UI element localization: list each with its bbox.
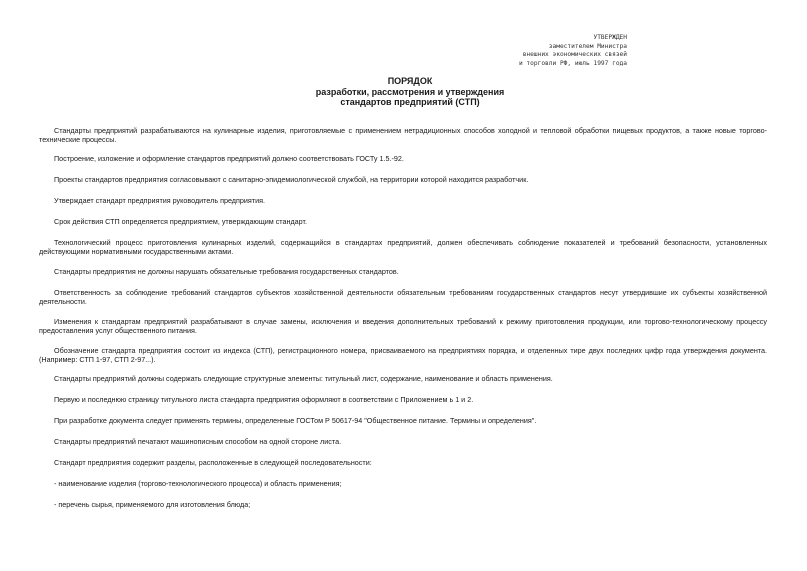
title-line: разработки, рассмотрения и утверждения — [315, 86, 505, 97]
approval-line: внешних экономических связей — [522, 51, 627, 59]
title-line: стандартов предприятий (СТП) — [340, 97, 480, 108]
paragraph: Проекты стандартов предприятия согласовывают с санитарно-эпидемиологической службой, на территории которой находится разработчик. — [54, 175, 529, 184]
title-line: ПОРЯДОК — [387, 76, 433, 86]
paragraph: Обозначение стандарта предприятия состоит из индекса (СТП), регистрационного номера, присваиваемого на предприятиях порядка, и отделенных тире двух последних цифр года утверждения документа. (Например: СТП 1-97, СТП 2-97...). — [39, 346, 767, 364]
paragraph: Стандарты предприятий разрабатываются на кулинарные изделия, приготовляемые с применением нетрадиционных способов холодной и тепловой обработки пищевых продуктов, а также новые торгово-технические процессы. — [39, 126, 767, 144]
paragraph: Стандарты предприятий должны содержать следующие структурные элементы: титульный лист, содержание, наименование и область применения. — [54, 374, 553, 383]
paragraph: Стандарт предприятия содержит разделы, расположенные в следующей последовательности: — [54, 458, 372, 467]
approval-line: и торговли РФ, июль 1997 года — [518, 59, 627, 67]
paragraph: Срок действия СТП определяется предприятием, утверждающим стандарт. — [54, 217, 307, 226]
paragraph: Первую и последнюю страницу титульного листа стандарта предприятия оформляют в соответствии с Приложением ь 1 и 2. — [54, 395, 474, 404]
list-item: - наименование изделия (торгово-технологического процесса) и область применения; — [54, 479, 342, 488]
list-item: - перечень сырья, применяемого для изготовления блюда; — [54, 500, 251, 509]
paragraph: Изменения к стандартам предприятий разрабатывают в случае замены, исключения и введения дополнительных требований к режиму приготовления продукции, или торгово-технологическому процессу предоставления услуг общественного питания. — [39, 317, 767, 335]
paragraph: Построение, изложение и оформление стандартов предприятий должно соответствовать ГОСТу 1.5.-92. — [54, 154, 404, 163]
approval-line: УТВЕРЖДЕН — [593, 34, 627, 41]
paragraph: При разработке документа следует применять термины, определенные ГОСТом Р 50617-94 "Общественное питание. Термины и определения". — [54, 416, 537, 425]
paragraph: Технологический процесс приготовления кулинарных изделий, содержащийся в стандартах предприятий, должен обеспечивать соблюдение показателей и требований безопасности, установленных действующими нормативными государственными актами. — [39, 238, 767, 256]
paragraph: Стандарты предприятия не должны нарушать обязательные требования государственных стандартов. — [54, 267, 399, 276]
paragraph: Стандарты предприятий печатают машинописным способом на одной стороне листа. — [54, 437, 342, 446]
approval-stamp — [497, 34, 627, 68]
paragraph: Ответственность за соблюдение требований стандартов субъектов хозяйственной деятельности обязательным требованиям государственных стандартов несут утвердившие их субъекты хозяйственной деятельности. — [39, 288, 767, 306]
approval-line: заместителем Министра — [548, 42, 627, 50]
document-body — [39, 126, 767, 509]
paragraph: Утверждает стандарт предприятия руководитель предприятия. — [54, 196, 265, 205]
document-title — [250, 76, 570, 108]
